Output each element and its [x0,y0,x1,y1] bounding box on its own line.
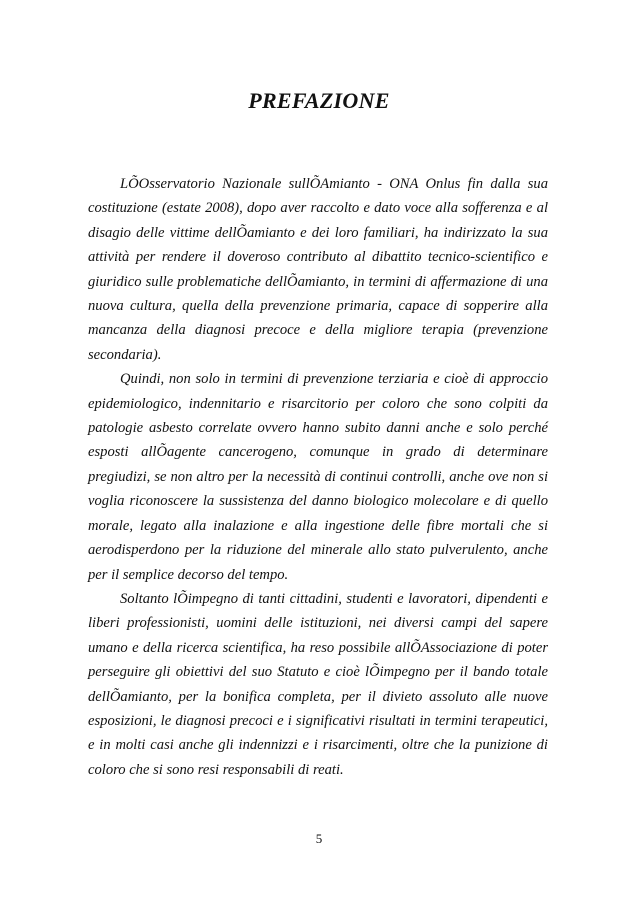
page-number: 5 [315,831,323,846]
page-title: PREFAZIONE [248,88,390,113]
paragraph-3: Soltanto lÕimpegno di tanti cittadini, studenti e lavoratori, dipendenti e liberi professionisti, uomini delle istituzioni, nei diversi campi del sapere umano e della ricerca scientifica, ha reso possibile allÕAssociazione di poter perseguire gli obiettivi del suo Statuto e cioè lÕimpegno per il bando totale dellÕamianto, per la bonifica completa, per il divieto assoluto alle nuove esposizioni, le diagnosi precoci e i significativi risultati in termini terapeutici, e in molti casi anche gli indennizzi e i risarcimenti, oltre che la punizione di coloro che si sono resi responsabili di reati. [88,590,548,778]
paragraph-2: Quindi, non solo in termini di prevenzione terziaria e cioè di approccio epidemiologico, indennitario e risarcitorio per coloro che sono colpiti da patologie asbesto correlate ovvero hanno subito danni anche e solo perché esposti allÕagente cancerogeno, comunque in grado di determinare pregiudizi, se non altro per la necessità di continui controlli, anche ove non si voglia riconoscere la sussistenza del danno biologico molecolare e di quello morale, legato alla inalazione e alla ingestione delle fibre mortali che si aerodisperdono per la riduzione del minerale allo stato pulverulento, anche per il semplice decorso del tempo. [88,371,548,583]
paragraph-1: LÕOsservatorio Nazionale sullÕAmianto - ONA Onlus fin dalla sua costituzione (estate 2008), dopo aver raccolto e dato voce alla sofferenza e al disagio delle vittime dellÕamianto e dei loro familiari, ha indirizzato la sua attività per rendere il doveroso contributo al dibattito tecnico-scientifico e giuridico sulle problematiche dellÕamianto, in termini di affermazione di una nuova cultura, quella della prevenzione primaria, capace di sopperire alla mancanza della diagnosi precoce e della migliore terapia (prevenzione secondaria). [88,176,548,363]
preface-body [88,172,548,782]
